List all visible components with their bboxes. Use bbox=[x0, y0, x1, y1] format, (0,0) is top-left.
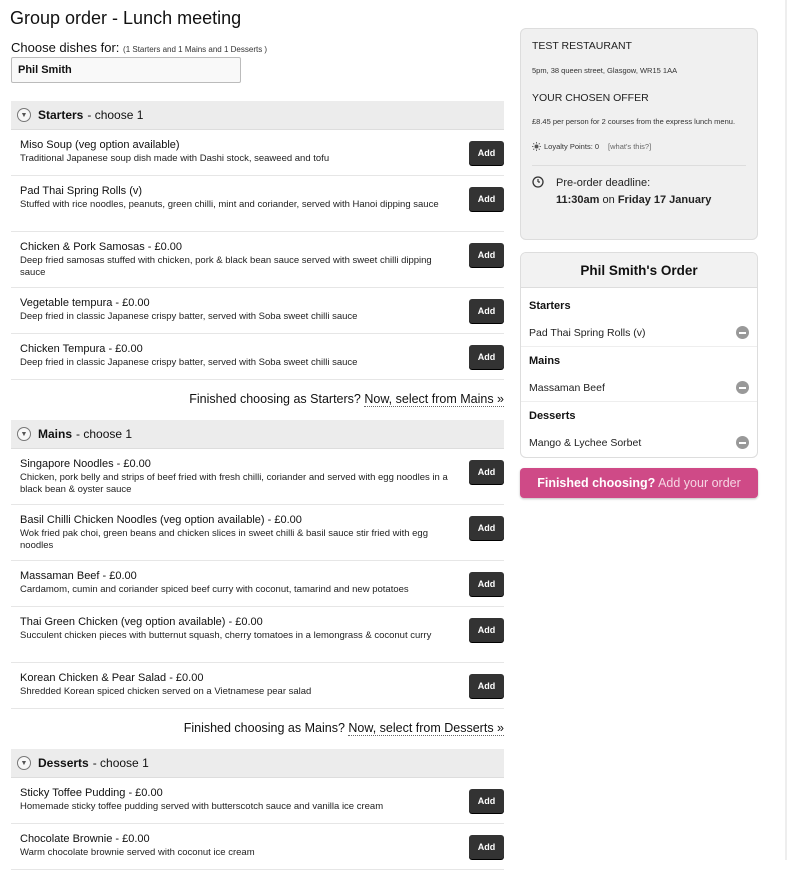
deadline-time: 11:30am bbox=[556, 194, 600, 206]
deadline-on: on bbox=[602, 194, 615, 206]
choose-dishes-label bbox=[11, 40, 267, 55]
dish-name: Sticky Toffee Pudding - £0.00 bbox=[20, 787, 163, 799]
add-button[interactable]: Add bbox=[469, 299, 504, 323]
minus-circle-icon[interactable] bbox=[736, 436, 749, 449]
dish-description: Homemade sticky toffee pudding served with butterscotch sauce and vanilla ice cream bbox=[20, 801, 384, 812]
dish-description: Succulent chicken pieces with butternut squash, cherry tomatoes in a lemongrass & coconut curry bbox=[20, 630, 432, 641]
dish-name: Thai Green Chicken (veg option available) - £0.00 bbox=[20, 616, 263, 628]
select-desserts-link[interactable]: Now, select from Desserts » bbox=[348, 721, 504, 735]
add-button[interactable]: Add bbox=[469, 674, 504, 698]
dish-name: Basil Chilli Chicken Noodles (veg option available) - £0.00 bbox=[20, 514, 302, 526]
add-button[interactable]: Add bbox=[469, 187, 504, 211]
add-button[interactable]: Add bbox=[469, 516, 504, 540]
finished-starters-line bbox=[11, 380, 504, 420]
section-header-desserts[interactable] bbox=[11, 749, 504, 778]
order-title: Phil Smith's Order bbox=[521, 253, 757, 288]
dish-name: Vegetable tempura - £0.00 bbox=[20, 297, 150, 309]
select-mains-link[interactable]: Now, select from Mains » bbox=[364, 392, 504, 406]
finished-text: Finished choosing as Starters? bbox=[189, 392, 361, 406]
dish-description: Traditional Japanese soup dish made with Dashi stock, seaweed and tofu bbox=[20, 153, 330, 164]
dish-description: Deep fried in classic Japanese crispy batter, served with Soba sweet chilli sauce bbox=[20, 357, 358, 368]
offer-heading: YOUR CHOSEN OFFER bbox=[532, 92, 649, 104]
dish-description: Wok fried pak choi, green beans and chicken slices in sweet chilli & basil sauce stir fried with egg noodles bbox=[20, 528, 428, 551]
section-choose: - choose 1 bbox=[76, 427, 133, 441]
finished-mains-line bbox=[11, 709, 504, 749]
dish-name: Massaman Beef - £0.00 bbox=[20, 570, 137, 582]
order-item bbox=[521, 319, 757, 347]
loyalty-points bbox=[532, 142, 746, 151]
dish-name: Singapore Noodles - £0.00 bbox=[20, 458, 151, 470]
dish-description: Shredded Korean spiced chicken served on a Vietnamese pear salad bbox=[20, 686, 312, 697]
dish-name: Chicken & Pork Samosas - £0.00 bbox=[20, 241, 183, 253]
sun-icon bbox=[532, 142, 541, 151]
restaurant-address: 5pm, 38 queen street, Glasgow, WR15 1AA bbox=[532, 66, 678, 75]
dish-description: Deep fried samosas stuffed with chicken, pork & black bean sauce served with sweet chilli dipping sauce bbox=[20, 255, 432, 278]
clock-icon bbox=[532, 176, 544, 188]
dish-description: Cardamom, cumin and coriander spiced beef curry with coconut, tamarind and new potatoes bbox=[20, 584, 409, 595]
dish-description: Warm chocolate brownie served with coconut ice cream bbox=[20, 847, 255, 858]
order-section-desserts: Desserts bbox=[529, 409, 576, 422]
section-title: Starters bbox=[38, 108, 84, 122]
dish-row bbox=[11, 663, 504, 709]
dish-row bbox=[11, 449, 504, 505]
dish-row bbox=[11, 561, 504, 607]
add-button[interactable]: Add bbox=[469, 618, 504, 642]
dish-description: Stuffed with rice noodles, peanuts, green chilli, mint and coriander, served with Hanoi dipping sauce bbox=[20, 199, 439, 210]
add-button[interactable]: Add bbox=[469, 345, 504, 369]
restaurant-info-panel bbox=[520, 28, 758, 240]
add-button[interactable]: Add bbox=[469, 572, 504, 596]
chevron-circle-icon[interactable]: ▼ bbox=[17, 427, 31, 441]
deadline-day: Friday 17 January bbox=[617, 194, 712, 206]
dish-name: Chocolate Brownie - £0.00 bbox=[20, 833, 150, 845]
section-header-mains[interactable] bbox=[11, 420, 504, 449]
minus-circle-icon[interactable] bbox=[736, 381, 749, 394]
diner-name-input[interactable] bbox=[11, 57, 241, 83]
choose-note: (1 Starters and 1 Mains and 1 Desserts ) bbox=[123, 45, 268, 54]
dish-row bbox=[11, 607, 504, 663]
deadline-label: Pre-order deadline: bbox=[556, 177, 651, 189]
dish-name: Korean Chicken & Pear Salad - £0.00 bbox=[20, 672, 204, 684]
finished-text: Finished choosing as Mains? bbox=[183, 721, 345, 735]
menu-column bbox=[11, 101, 504, 870]
order-item bbox=[521, 429, 757, 456]
whats-this-link[interactable]: [what's this?] bbox=[608, 142, 652, 151]
loyalty-text: Loyalty Points: 0 bbox=[544, 142, 600, 151]
restaurant-name: TEST RESTAURANT bbox=[532, 40, 632, 52]
add-button[interactable]: Add bbox=[469, 835, 504, 859]
dish-row bbox=[11, 824, 504, 870]
page-title: Group order - Lunch meeting bbox=[10, 8, 242, 28]
order-section-starters: Starters bbox=[529, 299, 571, 312]
dish-row bbox=[11, 778, 504, 824]
section-header-starters[interactable] bbox=[11, 101, 504, 130]
add-button[interactable]: Add bbox=[469, 141, 504, 165]
dish-description: Chicken, pork belly and strips of beef fried with fresh chilli, coriander and served with egg noodles in a black bean & oyster sauce bbox=[20, 472, 448, 495]
dish-row bbox=[11, 334, 504, 380]
chevron-circle-icon[interactable]: ▼ bbox=[17, 108, 31, 122]
order-section-mains: Mains bbox=[529, 354, 561, 367]
section-choose: - choose 1 bbox=[92, 756, 149, 770]
add-button[interactable]: Add bbox=[469, 243, 504, 267]
section-title: Mains bbox=[38, 427, 73, 441]
add-button[interactable]: Add bbox=[469, 789, 504, 813]
dish-row bbox=[11, 288, 504, 334]
dish-name: Miso Soup (veg option available) bbox=[20, 139, 180, 151]
add-button[interactable]: Add bbox=[469, 460, 504, 484]
finish-light-text: Add your order bbox=[658, 476, 741, 490]
order-item-name: Pad Thai Spring Rolls (v) bbox=[529, 326, 646, 339]
section-choose: - choose 1 bbox=[87, 108, 144, 122]
finish-choosing-button[interactable] bbox=[520, 468, 758, 498]
order-item bbox=[521, 374, 757, 402]
preorder-deadline bbox=[532, 165, 746, 209]
order-item-name: Massaman Beef bbox=[529, 381, 605, 394]
dish-row bbox=[11, 176, 504, 232]
dish-name: Chicken Tempura - £0.00 bbox=[20, 343, 143, 355]
dish-row bbox=[11, 505, 504, 561]
order-summary-panel bbox=[520, 252, 758, 458]
finish-bold-text: Finished choosing? bbox=[537, 476, 656, 490]
dish-description: Deep fried in classic Japanese crispy batter, served with Soba sweet chilli sauce bbox=[20, 311, 358, 322]
section-title: Desserts bbox=[38, 756, 89, 770]
order-item-name: Mango & Lychee Sorbet bbox=[529, 436, 642, 449]
choose-label-text: Choose dishes for: bbox=[11, 40, 120, 55]
dish-row bbox=[11, 232, 504, 288]
minus-circle-icon[interactable] bbox=[736, 326, 749, 339]
offer-text: £8.45 per person for 2 courses from the express lunch menu. bbox=[532, 117, 736, 126]
dish-row bbox=[11, 130, 504, 176]
chevron-circle-icon[interactable]: ▼ bbox=[17, 756, 31, 770]
dish-name: Pad Thai Spring Rolls (v) bbox=[20, 185, 143, 197]
